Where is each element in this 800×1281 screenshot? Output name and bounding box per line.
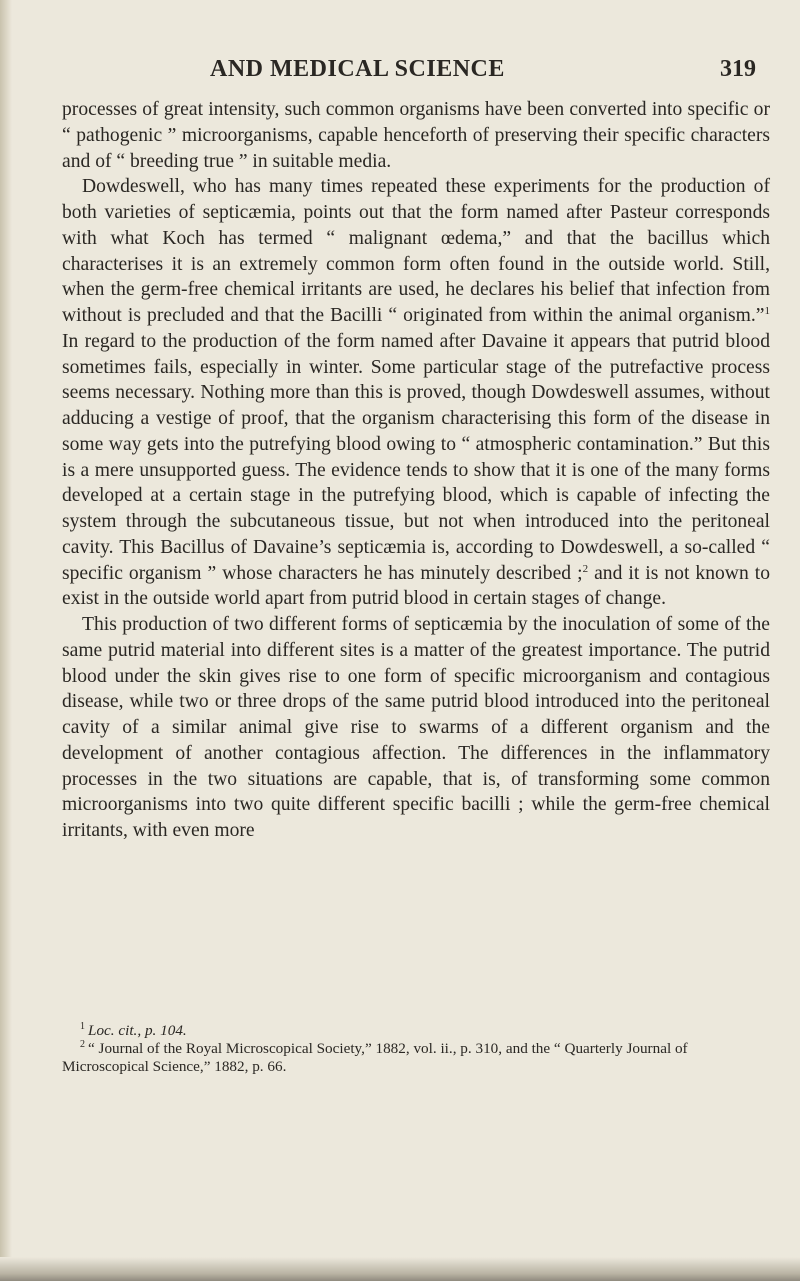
paragraph-text: and it is not known to exist in the outside world apart from putrid blood in certain stages of change.	[62, 562, 770, 610]
footnote-text: Loc. cit., p. 104.	[88, 1022, 187, 1039]
footnote-text: “ Journal of the Royal Microscopical Society,” 1882, vol. ii., p. 310, and the “ Quarterly Journal of Microscopical Science,” 1882, p. 66.	[62, 1040, 688, 1075]
paragraph-text: processes of great intensity, such common organisms have been converted into specific or “ pathogenic ” microorganisms, capable henceforth of preserving their specific characters and of “ breeding true ” in suitable media.	[62, 99, 770, 172]
paragraph-text: In regard to the production of the form named after Davaine it appears that putrid blood sometimes fails, especially in winter. Some particular stage of the putrefactive process seems necessary. Nothing more than this is proved, though Dowdeswell assumes, without adducing a vestige of proof, that the organism characterising this form of the disease in some way gets into the putrefying blood owing to “ atmospheric contamination.” But this is a mere unsupported guess. The evidence tends to show that it is one of the many forms developed at a certain stage in the putrefying blood, which is capable of infecting the system through the subcutaneous tissue, but not when introduced into the peritoneal cavity. This Bacillus of Davaine’s septicæmia is, according to Dowdeswell, a so-called “ specific organism ” whose characters he has minutely described ;	[62, 330, 770, 584]
footnotes	[62, 1022, 770, 1076]
page-gutter-shadow	[0, 0, 12, 1281]
page-header	[60, 56, 756, 90]
paragraph	[62, 97, 770, 174]
footnote	[62, 1022, 770, 1040]
paragraph	[62, 612, 770, 844]
page-number: 319	[720, 56, 756, 82]
footnote	[62, 1040, 770, 1076]
footnote-reference: 2	[582, 562, 589, 575]
paragraph	[62, 174, 770, 612]
paragraph-text: This production of two different forms of septicæmia by the inoculation of some of the same putrid material into different sites is a matter of the greatest importance. The putrid blood under the skin gives rise to one form of specific microorganism and contagious disease, while two or three drops of the same putrid blood introduced into the peritoneal cavity of a similar animal give rise to swarms of a different organism and the development of another contagious affection. The differences in the inflammatory processes in the two situations are capable, that is, of transforming some common microorganisms into two quite different specific bacilli ; while the germ-free chemical irritants, with even more	[62, 614, 770, 841]
footnote-mark: 2	[80, 1039, 85, 1050]
page-bottom-edge	[0, 1257, 800, 1281]
paragraph-text: Dowdeswell, who has many times repeated these experiments for the production of both varieties of septicæmia, points out that the form named after Pasteur corresponds with what Koch has termed “ malignant œdema,” and that the bacillus which characterises it is an extremely common form often found in the outside world. Still, when the germ-free chemical irritants are used, he declares his belief that infection from without is precluded and that the Bacilli “ originated from within the animal organism.”	[62, 176, 770, 326]
footnote-reference: 1	[764, 305, 770, 317]
footnote-mark: 1	[80, 1021, 85, 1032]
body-text	[62, 97, 770, 844]
running-head: AND MEDICAL SCIENCE	[210, 56, 505, 82]
